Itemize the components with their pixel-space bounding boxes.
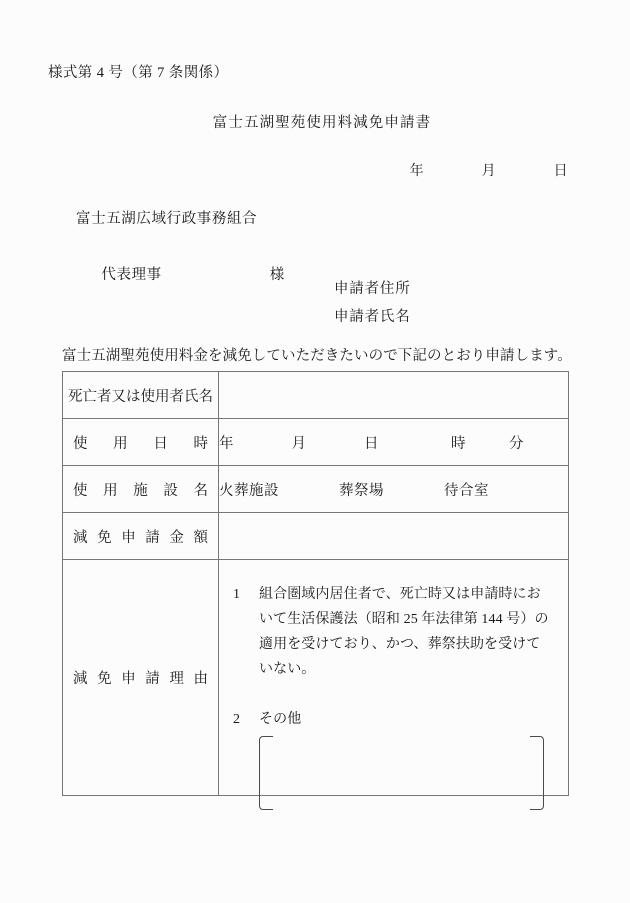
label-char: 由 bbox=[193, 671, 208, 687]
page-title: 富士五湖聖苑使用料減免申請書 bbox=[212, 115, 432, 131]
row-label-reduction-amount bbox=[63, 513, 219, 560]
addressee-honorific: 様 bbox=[269, 267, 285, 283]
row-label-use-datetime bbox=[63, 419, 219, 466]
application-table bbox=[62, 371, 569, 796]
row-value-facility-options[interactable]: 火葬施設 葬祭場 待合室 bbox=[219, 466, 569, 513]
table-row bbox=[63, 513, 569, 560]
label-char: 申 bbox=[121, 671, 136, 687]
applicant-address-label: 申請者住所 bbox=[334, 281, 411, 297]
table-row bbox=[63, 372, 569, 419]
label-char: 減 bbox=[73, 529, 88, 546]
table-row bbox=[63, 419, 569, 466]
label-char: 金 bbox=[169, 529, 184, 546]
reason-option-1[interactable] bbox=[233, 582, 554, 682]
label-char: 使 bbox=[73, 435, 88, 452]
label-char: 減 bbox=[73, 671, 88, 687]
reason-option-2-number: 2 bbox=[233, 712, 241, 727]
label-char: 時 bbox=[193, 435, 208, 452]
row-label-reduction-reason bbox=[63, 560, 219, 796]
applicant-name-label: 申請者氏名 bbox=[334, 309, 411, 325]
table-row bbox=[63, 466, 569, 513]
right-bracket-icon bbox=[530, 736, 544, 810]
table-row bbox=[63, 560, 569, 796]
reason-option-1-text: 組合圏域内居住者で、死亡時又は申請時において生活保護法（昭和 25 年法律第 144 号）の適用を受けており、かつ、葬祭扶助を受けていない。 bbox=[259, 587, 549, 677]
label-char: 用 bbox=[103, 482, 118, 499]
label-char: 申 bbox=[121, 529, 136, 546]
row-value-deceased-or-user-name[interactable] bbox=[219, 372, 569, 419]
label-char: 施 bbox=[133, 482, 148, 499]
reason-option-2-text: その他 bbox=[259, 712, 302, 727]
row-value-reduction-amount[interactable] bbox=[219, 513, 569, 560]
label-char: 設 bbox=[163, 482, 178, 499]
label-char: 免 bbox=[97, 529, 112, 546]
label-char: 請 bbox=[145, 671, 160, 687]
row-value-use-datetime[interactable]: 年 月 日 時 分 bbox=[219, 419, 569, 466]
reason-option-2[interactable] bbox=[233, 707, 554, 732]
addressee-organization: 富士五湖広域行政事務組合 bbox=[76, 211, 258, 227]
label-char: 理 bbox=[169, 671, 184, 687]
label-char: 名 bbox=[193, 482, 208, 499]
row-label-deceased-or-user-name: 死亡者又は使用者氏名 bbox=[63, 372, 219, 419]
label-char: 免 bbox=[97, 671, 112, 687]
applicant-block bbox=[334, 275, 411, 331]
left-bracket-icon bbox=[259, 736, 273, 810]
label-char: 日 bbox=[153, 435, 168, 452]
addressee-role: 代表理事 bbox=[101, 267, 162, 283]
label-char: 請 bbox=[145, 529, 160, 546]
form-number: 様式第 4 号（第 7 条関係） bbox=[48, 65, 229, 81]
addressee-role-line bbox=[76, 233, 285, 317]
request-statement: 富士五湖聖苑使用料金を減免していただきたいので下記のとおり申請します。 bbox=[62, 348, 572, 364]
reason-option-1-number: 1 bbox=[233, 587, 241, 602]
reason-other-writein-area[interactable] bbox=[233, 736, 554, 814]
addressee-block bbox=[76, 205, 285, 317]
label-char: 額 bbox=[193, 529, 208, 546]
label-char: 用 bbox=[113, 435, 128, 452]
row-label-facility-name bbox=[63, 466, 219, 513]
label-char: 使 bbox=[73, 482, 88, 499]
date-line: 年 月 日 bbox=[409, 164, 568, 179]
row-value-reduction-reason bbox=[219, 560, 569, 796]
